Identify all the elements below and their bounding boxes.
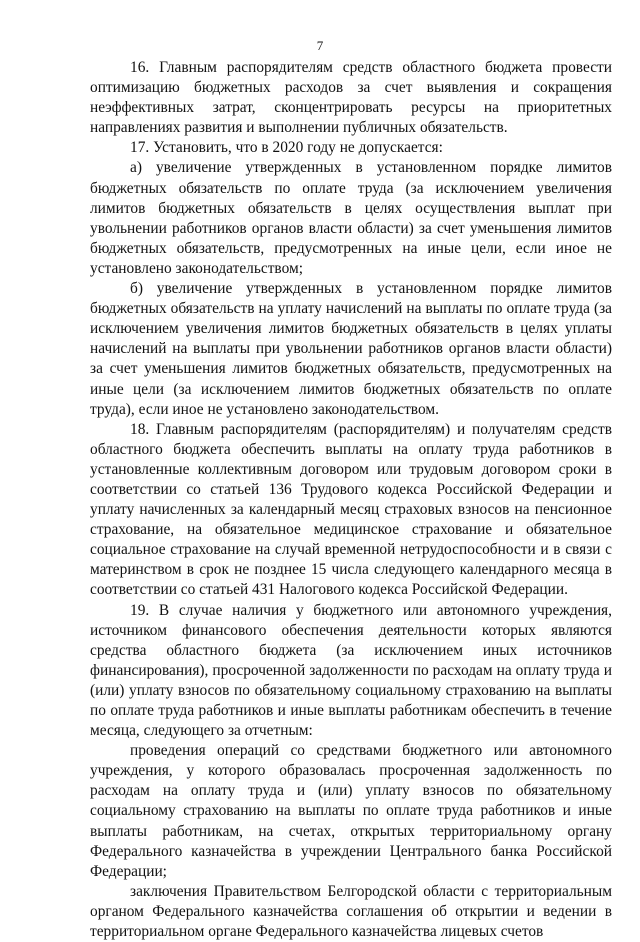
document-body xyxy=(90,58,612,942)
paragraph-17-a: а) увеличение утвержденных в установленном порядке лимитов бюджетных обязательств по оплате труда (за исключением увеличения лимитов бюджетных обязательств в целях осуществления выплат при увольнении работников органов власти области) за счет уменьшения лимитов бюджетных обязательств, предусмотренных на иные цели, если иное не установлено законодательством; xyxy=(90,159,612,277)
paragraph-18: 18. Главным распорядителям (распорядителям) и получателям средств областного бюджета обеспечить выплаты на оплату труда работников в установленные коллективным договором или трудовым договором сроки в соответствии со статьей 136 Трудового кодекса Российской Федерации и уплату начисленных за календарный месяц страховых взносов на пенсионное страхование, на обязательное медицинское страхование и обязательное социальное страхование на случай временной нетрудоспособности и в связи с материнством в срок не позднее 15 числа следующего календарного месяца в соответствии со статьей 431 Налогового кодекса Российской Федерации. xyxy=(90,420,612,599)
paragraph-17: 17. Установить, что в 2020 году не допускается: xyxy=(130,139,443,157)
paragraph-17-b: б) увеличение утвержденных в установленном порядке лимитов бюджетных обязательств на уплату начислений на выплаты по оплате труда (за исключением увеличения лимитов бюджетных обязательств в целях уплаты начислений на выплаты при увольнении работников органов власти области) за счет уменьшения лимитов бюджетных обязательств, предусмотренных на иные цели (за исключением лимитов бюджетных обязательств по оплате труда), если иное не установлено законодательством. xyxy=(90,280,612,418)
paragraph-19-operations: проведения операций со средствами бюджетного или автономного учреждения, у которого образовалась просроченная задолженность по расходам на оплату труда и (или) уплату взносов по обязательному социальному страхованию на выплаты по оплате труда работников и иные выплаты работникам, на счетах, открытых территориальному органу Федерального казначейства в учреждении Центрального банка Российской Федерации; xyxy=(90,742,612,880)
paragraph-16: 16. Главным распорядителям средств областного бюджета провести оптимизацию бюджетных расходов за счет выявления и сокращения неэффективных затрат, сконцентрировать ресурсы на приоритетных направлениях развития и выполнении публичных обязательств. xyxy=(90,59,612,137)
paragraph-19: 19. В случае наличия у бюджетного или автономного учреждения, источником финансового обеспечения деятельности которых являются средства областного бюджета (за исключением иных источников финансирования), просроченной задолженности по расходам на оплату труда и (или) уплату взносов по обязательному социальному страхованию на выплаты по оплате труда работников и иные выплаты работникам обеспечить в течение месяца, следующего за отчетным: xyxy=(90,601,612,740)
page-number: 7 xyxy=(316,38,324,53)
paragraph-19-agreement: заключения Правительством Белгородской области с территориальным органом Федерального казначейства соглашения об открытии и ведении в территориальном органе Федерального казначейства лицевых счетов xyxy=(90,882,612,941)
